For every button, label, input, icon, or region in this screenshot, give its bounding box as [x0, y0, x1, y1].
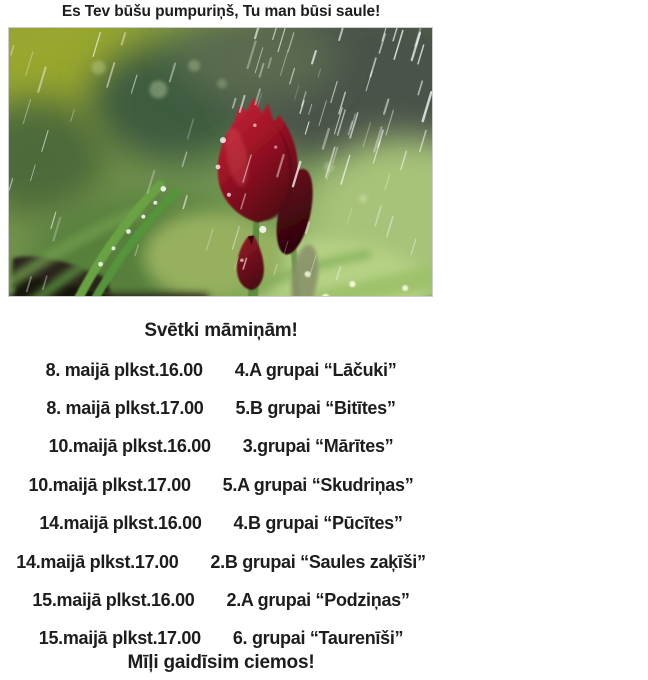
event-group: 2.A grupai “Podziņas”: [226, 590, 410, 611]
event-group: 4.A grupai “Lāčuki”: [234, 359, 397, 380]
schedule-list: [0, 351, 442, 658]
event-group: 6. grupai “Taurenīši”: [232, 628, 404, 649]
event-group: 5.A grupai “Skudriņas”: [222, 474, 414, 495]
event-time: 8. maijā plkst.17.00: [46, 398, 204, 419]
schedule-row: [0, 543, 442, 581]
schedule-row: [0, 351, 442, 389]
schedule-row: [0, 581, 442, 619]
schedule-row: [0, 466, 442, 504]
page-title: Es Tev būšu pumpuriņš, Tu man būsi saule!: [61, 3, 381, 20]
schedule-row: [0, 505, 442, 543]
event-group: 2.B grupai “Saules zaķīši”: [210, 551, 426, 572]
event-time: 8. maijā plkst.16.00: [45, 359, 203, 380]
event-time: 14.maijā plkst.16.00: [39, 513, 202, 534]
tulip-in-rain-illustration: [9, 28, 432, 296]
schedule-row: [0, 428, 442, 466]
closing-line: Mīļi gaidīsim ciemos!: [127, 652, 315, 673]
event-group: 3.grupai “Mārītes”: [242, 436, 394, 457]
subtitle: Svētki māmiņām!: [144, 320, 298, 341]
event-time: 10.maijā plkst.17.00: [28, 474, 191, 495]
event-time: 10.maijā plkst.16.00: [48, 436, 211, 457]
event-group: 5.B grupai “Bitītes”: [235, 398, 396, 419]
event-time: 14.maijā plkst.17.00: [16, 551, 179, 572]
schedule-row: [0, 389, 442, 427]
event-time: 15.maijā plkst.17.00: [38, 628, 201, 649]
flower-photo: [8, 27, 433, 297]
event-group: 4.B grupai “Pūcītes”: [233, 513, 403, 534]
event-time: 15.maijā plkst.16.00: [32, 590, 195, 611]
